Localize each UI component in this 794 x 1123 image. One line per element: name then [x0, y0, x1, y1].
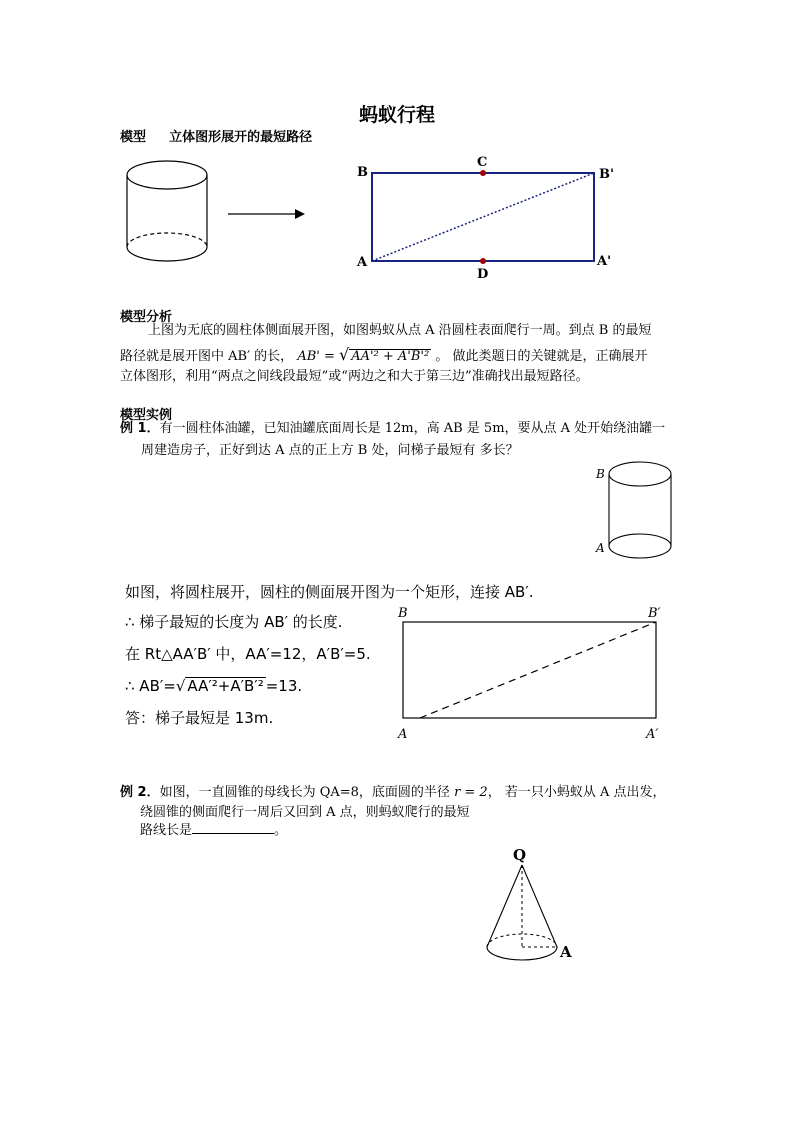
label-d: D: [477, 267, 489, 282]
analysis-line-1: 上图为无底的圆柱体侧面展开图，如图蚂蚁从点 A 沿圆柱表面爬行一周。到点 B 的最短: [148, 323, 652, 338]
example-1-text-1: 有一圆柱体油罐，已知油罐底面周长是 12m，高 AB 是 5m，要从点 A 处开始绕油罐一: [159, 421, 666, 436]
solution-line-2: ∴ 梯子最短的长度为 AB′ 的长度.: [125, 613, 343, 631]
solution-line-3: 在 Rt△AA′B′ 中，AA′=12，A′B′=5.: [125, 645, 371, 663]
model-label: 模型: [120, 130, 147, 145]
cone-label-a: A: [560, 943, 572, 961]
solution-line-5: 答：梯子最短是 13m.: [125, 709, 274, 727]
label-c: C: [477, 155, 488, 170]
cone-label-q: Q: [513, 846, 527, 864]
example-1-line-2: 周建造房子，正好到达 A 点的正上方 B 处，问梯子最短有 多长？: [141, 443, 519, 458]
example-2-text-2: ， 若一只小蚂蚁从 A 点出发，: [487, 785, 666, 800]
label-aprime: A': [597, 254, 612, 269]
example-2-line-3: [140, 820, 287, 842]
example-2-line-3-post: 。: [274, 823, 288, 838]
example-2-line-2: 绕圆锥的侧面爬行一周后又回到 A 点，则蚂蚁爬行的最短: [140, 805, 470, 820]
example-2-label: 例 2．: [120, 785, 160, 800]
analysis-line-2-post: 。 做此类题日的关键就是，正确展开: [435, 349, 648, 364]
cone-figure: [478, 840, 588, 975]
label-b: B: [357, 165, 368, 180]
point-d: [480, 258, 486, 264]
example-2-line-3-pre: 路线长是: [140, 823, 193, 838]
answer-blank: [192, 821, 274, 834]
formula-lhs: AB' =: [297, 349, 339, 364]
formula-radicand: AA'² + A'B'²: [351, 349, 430, 364]
analysis-line-3: 立体图形，利用“两点之间线段最短”或“两边之和大于第三边”准确找出最短路径。: [120, 369, 589, 384]
page-title: 蚂蚁行程: [358, 104, 435, 126]
point-c: [480, 170, 486, 176]
arrow-icon: [228, 209, 305, 219]
figure-cylinder-unfold: [110, 150, 630, 285]
solution-line-1: 如图，将圆柱展开，圆柱的侧面展开图为一个矩形，连接 AB′.: [125, 583, 534, 601]
unfolded-rectangle: [356, 155, 614, 282]
model-text: 立体图形展开的最短路径: [169, 130, 313, 145]
sol-label-a: A: [398, 727, 408, 742]
example-2-line-1: [120, 782, 666, 804]
examples-heading: 模型实例: [120, 408, 173, 423]
solution-line-4-pre: ∴ AB′=: [125, 677, 176, 695]
solution-line-4-post: =13.: [265, 677, 303, 695]
solution-rectangle-figure: [390, 600, 680, 750]
label-a: A: [357, 255, 368, 270]
solution-line-4: ∴ AB′=√ AA′²+A′B′² =13.: [125, 677, 303, 695]
sol-label-aprime: A′: [646, 727, 659, 742]
example-1-label: 例 1．: [120, 421, 160, 436]
example-2-text-1: 如图，一直圆锥的母线长为 QA=8，底面圆的半径: [159, 785, 450, 800]
ex1-label-b: B: [596, 467, 605, 481]
analysis-line-2-pre: 路径就是展开图中 AB′ 的长，: [120, 349, 294, 364]
sol-label-bprime: B′: [648, 606, 661, 621]
ex1-label-a: A: [596, 541, 605, 555]
sol-label-b: B: [398, 606, 408, 621]
example-1-line-1: [120, 418, 665, 440]
label-bprime: B': [599, 167, 614, 182]
solution-radicand: AA′²+A′B′²: [187, 677, 264, 695]
cylinder-figure: [127, 161, 207, 261]
model-heading: [120, 126, 312, 145]
analysis-line-2: 路径就是展开图中 AB′ 的长， AB' = √ AA'² + A'B'² 。 做此类题日的关键就是，正确展开: [120, 345, 648, 364]
analysis-heading: 模型分析: [120, 310, 173, 325]
example-2-radius: r = 2: [454, 785, 488, 800]
example-1-cylinder: [592, 456, 682, 564]
